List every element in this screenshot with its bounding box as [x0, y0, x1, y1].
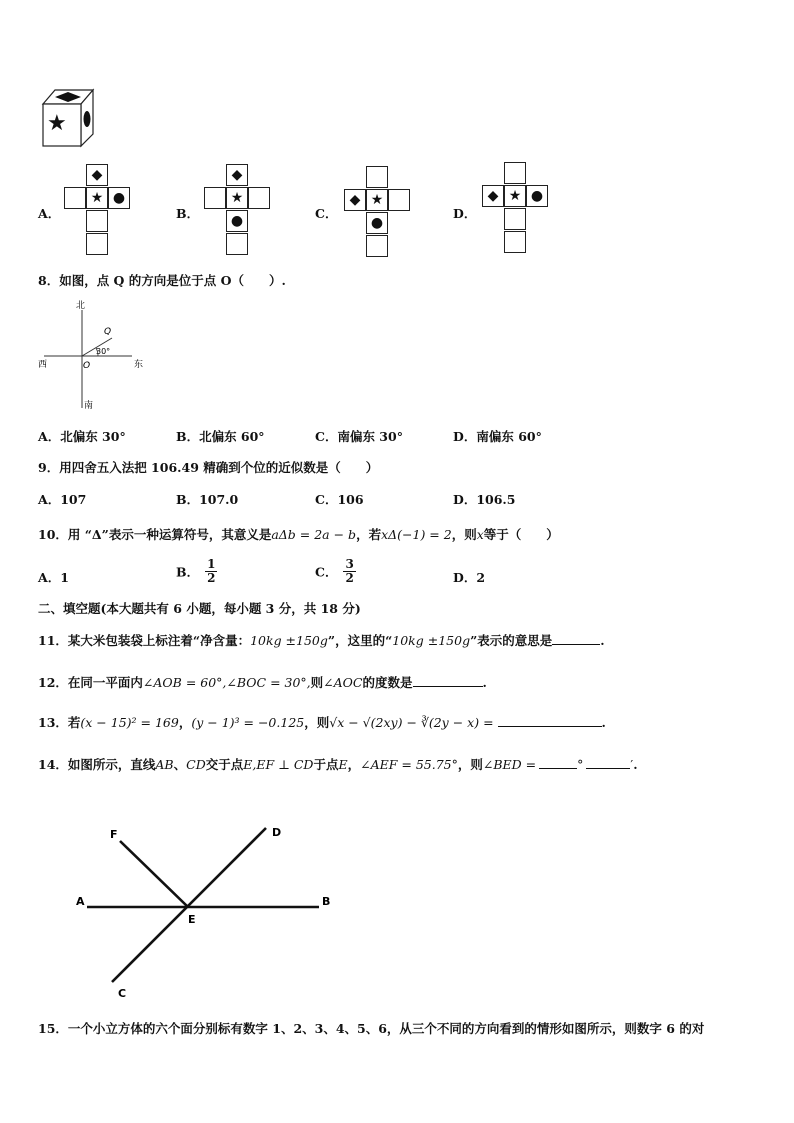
net-face-symbol: ●	[226, 210, 248, 232]
minute-symbol: ′	[630, 757, 634, 772]
net-face	[388, 189, 410, 211]
net-face	[86, 233, 108, 255]
q14-text-f: ，	[347, 757, 361, 772]
q10-option-d-value: 2	[476, 570, 486, 585]
compass-north: 北	[76, 301, 86, 311]
q10-expr1: aΔb = 2a − b	[271, 527, 357, 542]
compass-south: 南	[84, 401, 94, 411]
label-d: D	[272, 826, 282, 839]
q12-expr: ∠AOB = 60°,∠BOC = 30°,	[142, 675, 311, 690]
q13-expr1: (x − 15)² = 169	[80, 715, 179, 730]
q10-option-a-label: A．	[38, 570, 61, 585]
compass-west: 西	[38, 360, 48, 370]
compass-origin: O	[83, 361, 91, 371]
q14-expr2: ∠AEF = 55.75°	[360, 757, 458, 772]
q11-text-c: ”表示的意思是	[470, 633, 553, 648]
q12-text-b: 则	[310, 675, 324, 690]
q10-option-c	[315, 558, 356, 585]
q12-text-c: 的度数是	[362, 675, 413, 690]
q9-stem: 9．用四舍五入法把 106.49 精确到个位的近似数是（ ）	[38, 460, 379, 475]
compass-east: 东	[134, 360, 144, 370]
net-face	[86, 210, 108, 232]
net-face	[504, 162, 526, 184]
net-face	[248, 187, 270, 209]
q13-expr3: √x − √(2xy) − ∛(2y − x) =	[329, 715, 494, 730]
q12	[38, 673, 487, 691]
q12-text-a: 12．在同一平面内	[38, 675, 143, 690]
net-face-symbol: ●	[108, 187, 130, 209]
net-face-symbol: ◆	[226, 164, 248, 186]
q10-option-d	[453, 568, 485, 586]
net-option-b-label: B．	[176, 206, 200, 221]
fraction-denominator: 2	[345, 571, 354, 585]
degree-symbol: °	[577, 757, 584, 772]
fraction-denominator: 2	[207, 571, 216, 585]
q13-text-d: .	[601, 715, 606, 730]
q10-text-a: 10．用 “Δ”表示一种运算符号，其意义是	[38, 527, 272, 542]
q14-text-d: 于点	[313, 757, 339, 772]
label-e: E	[188, 913, 196, 926]
net-face-symbol: ★	[86, 187, 108, 209]
compass-figure	[36, 298, 152, 412]
q10-option-b-fraction	[205, 558, 217, 585]
q10-expr2: xΔ(−1) = 2	[381, 527, 452, 542]
net-face-symbol: ●	[366, 212, 388, 234]
q15: 15．一个小立方体的六个面分别标有数字 1、2、3、4、5、6，从三个不同的方向看到的情形如图所示，则数字 6 的对	[38, 1021, 705, 1036]
q13	[38, 713, 606, 731]
q8-option-d: D．南偏东 60°	[453, 429, 542, 444]
q10-option-d-label: D．	[453, 570, 477, 585]
compass-point: Q	[104, 327, 112, 337]
net-face	[64, 187, 86, 209]
section-heading: 二、填空题(本大题共有 6 小题，每小题 3 分，共 18 分)	[38, 601, 361, 616]
answer-blank[interactable]	[552, 632, 600, 645]
q11-text-a: 11．某大米包装袋上标注着“净含量：	[38, 633, 251, 648]
q14-text-c: 交于点	[205, 757, 244, 772]
q13-expr2: (y − 1)³ = −0.125	[191, 715, 305, 730]
q8-option-c: C．南偏东 30°	[315, 429, 403, 444]
net-face	[504, 231, 526, 253]
q11	[38, 631, 605, 649]
net-option-c-label: C．	[315, 206, 338, 221]
net-face-symbol: ★	[366, 189, 388, 211]
net-face-symbol: ●	[526, 185, 548, 207]
label-a: A	[76, 895, 85, 908]
net-option-d-label: D．	[453, 206, 477, 221]
answer-blank[interactable]	[498, 714, 602, 727]
q9-option-b: B．107.0	[176, 492, 239, 507]
q10-option-c-label: C．	[315, 564, 338, 580]
q14-expr3: ∠BED =	[482, 757, 537, 772]
fraction-numerator: 1	[207, 557, 216, 571]
q10-option-b-label: B．	[176, 564, 200, 580]
q14	[38, 755, 638, 773]
q14-line-ab: AB	[155, 757, 174, 772]
net-face-symbol: ★	[226, 187, 248, 209]
net-option-a-label: A．	[38, 206, 61, 221]
q14-point-e: E	[338, 757, 348, 772]
net-face	[226, 233, 248, 255]
net-face	[366, 235, 388, 257]
net-face	[366, 166, 388, 188]
q12-text-d: .	[482, 675, 487, 690]
q9-option-d: D．106.5	[453, 492, 516, 507]
q10-option-a	[38, 568, 69, 586]
answer-blank[interactable]	[413, 674, 483, 687]
q10-option-c-fraction	[343, 558, 355, 585]
answer-blank-degrees[interactable]	[539, 756, 577, 769]
label-c: C	[118, 987, 127, 1000]
net-face-symbol: ★	[504, 185, 526, 207]
q11-text-d: .	[600, 633, 605, 648]
lines-figure	[70, 820, 350, 1005]
compass-angle: 30°	[96, 347, 111, 356]
q10-text-b: ，若	[356, 527, 382, 542]
cube-side-dot	[84, 111, 91, 127]
q14-text-g: ，则	[457, 757, 483, 772]
answer-blank-minutes[interactable]	[586, 756, 630, 769]
q11-expr2: 10kg ±150g	[392, 633, 471, 648]
label-f: F	[110, 828, 118, 841]
q10-text-c: ，则	[451, 527, 477, 542]
q14-expr1: E,EF ⊥ CD	[243, 757, 314, 772]
q9-option-c: C．106	[315, 492, 364, 507]
q14-text-b: 、	[173, 757, 187, 772]
q12-expr2: ∠AOC	[323, 675, 363, 690]
net-face-symbol: ◆	[344, 189, 366, 211]
net-face	[204, 187, 226, 209]
net-face-symbol: ◆	[86, 164, 108, 186]
q8-stem: 8．如图，点 Q 的方向是位于点 O（ ）.	[38, 273, 286, 288]
label-b: B	[322, 895, 331, 908]
q10-var: x	[476, 527, 484, 542]
q13-text-a: 13．若	[38, 715, 81, 730]
q10-option-b	[176, 558, 217, 585]
q8-option-a: A．北偏东 30°	[38, 429, 126, 444]
q10-text-d: 等于（ ）	[483, 527, 559, 542]
q11-text-b: ”，这里的“	[327, 633, 393, 648]
q8-option-b: B．北偏东 60°	[176, 429, 265, 444]
q11-expr: 10kg ±150g	[250, 633, 328, 648]
q14-text-a: 14．如图所示，直线	[38, 757, 156, 772]
net-face	[504, 208, 526, 230]
q9-option-a: A．107	[38, 492, 87, 507]
q13-text-c: ，则	[304, 715, 330, 730]
q14-line-cd: CD	[186, 757, 206, 772]
q13-text-b: ，	[178, 715, 192, 730]
q10-stem	[38, 525, 559, 543]
cube-front-star: ★	[47, 111, 67, 136]
q14-text-end: .	[633, 757, 638, 772]
fraction-numerator: 3	[345, 557, 354, 571]
q10-option-a-value: 1	[60, 570, 69, 585]
net-face-symbol: ◆	[482, 185, 504, 207]
